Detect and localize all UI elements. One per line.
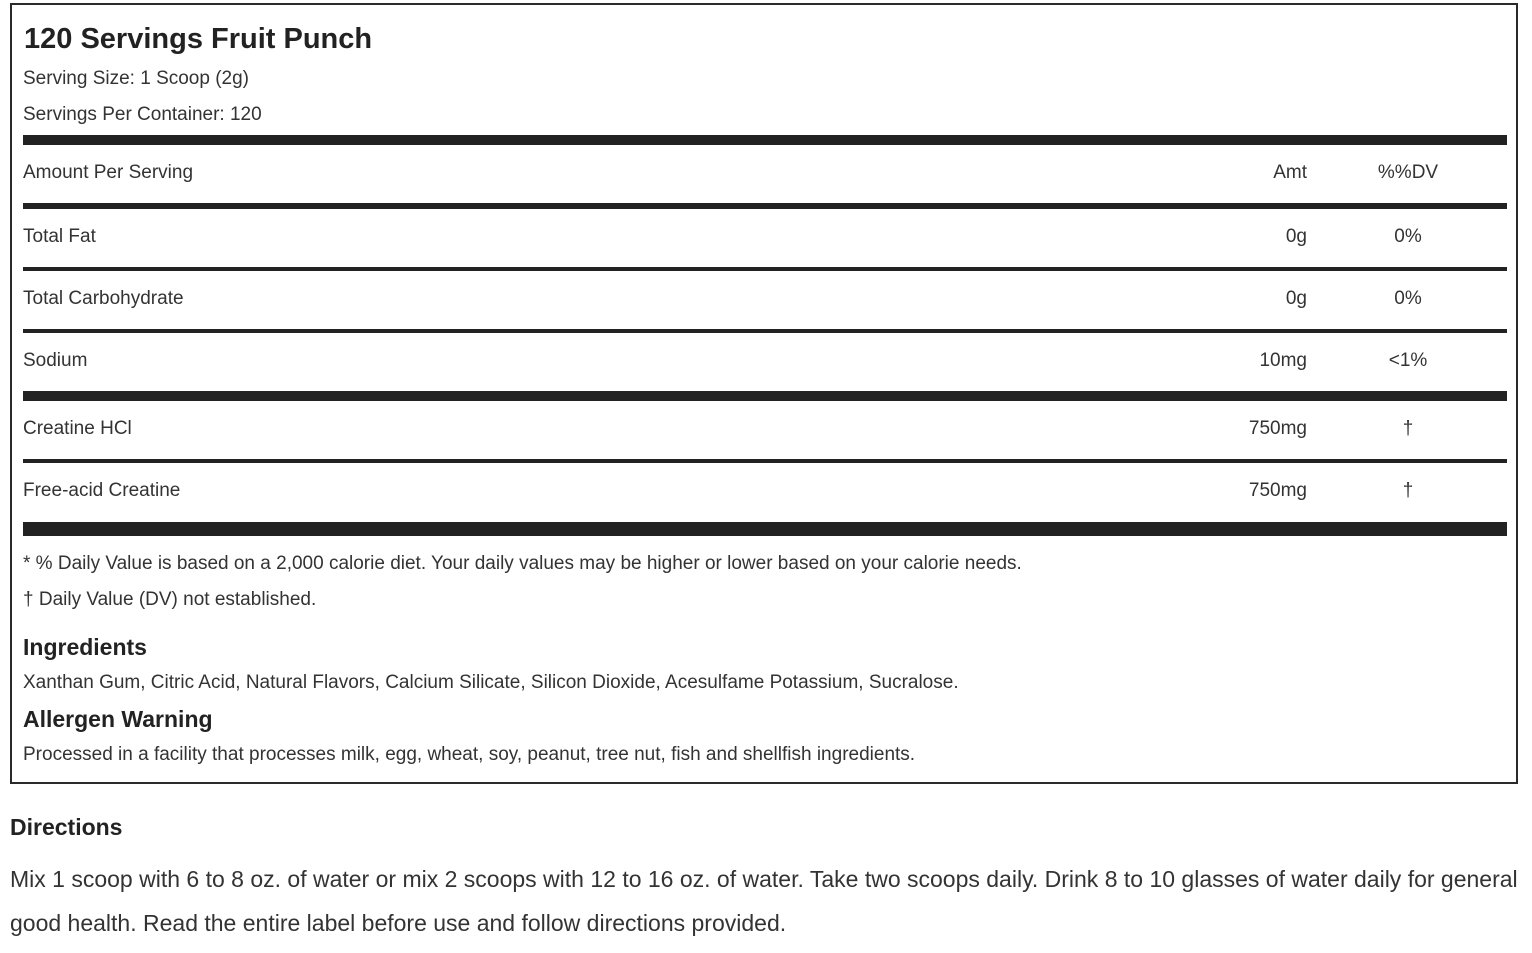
ingredients-text: Xanthan Gum, Citric Acid, Natural Flavors, Calcium Silicate, Silicon Dioxide, Acesulfame Potassium, Sucralose. — [23, 672, 959, 693]
directions-text: Mix 1 scoop with 6 to 8 oz. of water or mix 2 scoops with 12 to 16 oz. of water. Take two scoops daily. Drink 8 to 10 glasses of water daily for general good health. Read the entire label before use and follow directions provided. — [10, 866, 1518, 936]
header-amount-per-serving: Amount Per Serving — [23, 162, 194, 183]
divider — [23, 203, 1507, 209]
header-dv: %%DV — [1377, 162, 1439, 183]
row-dv-sodium: <1% — [1388, 350, 1428, 371]
row-dv-creatine-hcl: † — [1402, 418, 1414, 439]
label-title: 120 Servings Fruit Punch — [24, 23, 373, 55]
row-amt-free-acid-creatine: 750mg — [1248, 480, 1307, 501]
directions-heading: Directions — [10, 814, 123, 840]
footnote-dagger: † Daily Value (DV) not established. — [23, 589, 317, 610]
row-amt-creatine-hcl: 750mg — [1248, 418, 1307, 439]
header-amt: Amt — [1273, 162, 1307, 183]
servings-per-container: Servings Per Container: 120 — [23, 104, 262, 125]
row-amt-sodium: 10mg — [1259, 350, 1307, 371]
serving-size: Serving Size: 1 Scoop (2g) — [23, 68, 250, 89]
footnote-daily-value: * % Daily Value is based on a 2,000 calorie diet. Your daily values may be higher or lower based on your calorie needs. — [23, 553, 1022, 574]
divider — [23, 459, 1507, 463]
row-label-free-acid-creatine: Free-acid Creatine — [23, 480, 181, 501]
row-label-total-carbohydrate: Total Carbohydrate — [23, 288, 184, 309]
allergen-text: Processed in a facility that processes milk, egg, wheat, soy, peanut, tree nut, fish and shellfish ingredients. — [23, 744, 916, 765]
thick-divider — [23, 391, 1507, 401]
allergen-heading: Allergen Warning — [23, 706, 213, 732]
row-dv-free-acid-creatine: † — [1402, 480, 1414, 501]
row-label-creatine-hcl: Creatine HCl — [23, 418, 132, 439]
row-label-total-fat: Total Fat — [23, 226, 96, 247]
divider — [23, 329, 1507, 333]
row-amt-total-carbohydrate: 0g — [1285, 288, 1307, 309]
ingredients-heading: Ingredients — [23, 634, 147, 660]
row-amt-total-fat: 0g — [1285, 226, 1307, 247]
row-dv-total-carbohydrate: 0% — [1394, 288, 1422, 309]
divider — [23, 267, 1507, 271]
thick-divider — [23, 522, 1507, 536]
thick-divider — [23, 135, 1507, 145]
row-label-sodium: Sodium — [23, 350, 88, 371]
supplement-facts-panel — [10, 3, 1518, 784]
row-dv-total-fat: 0% — [1394, 226, 1422, 247]
